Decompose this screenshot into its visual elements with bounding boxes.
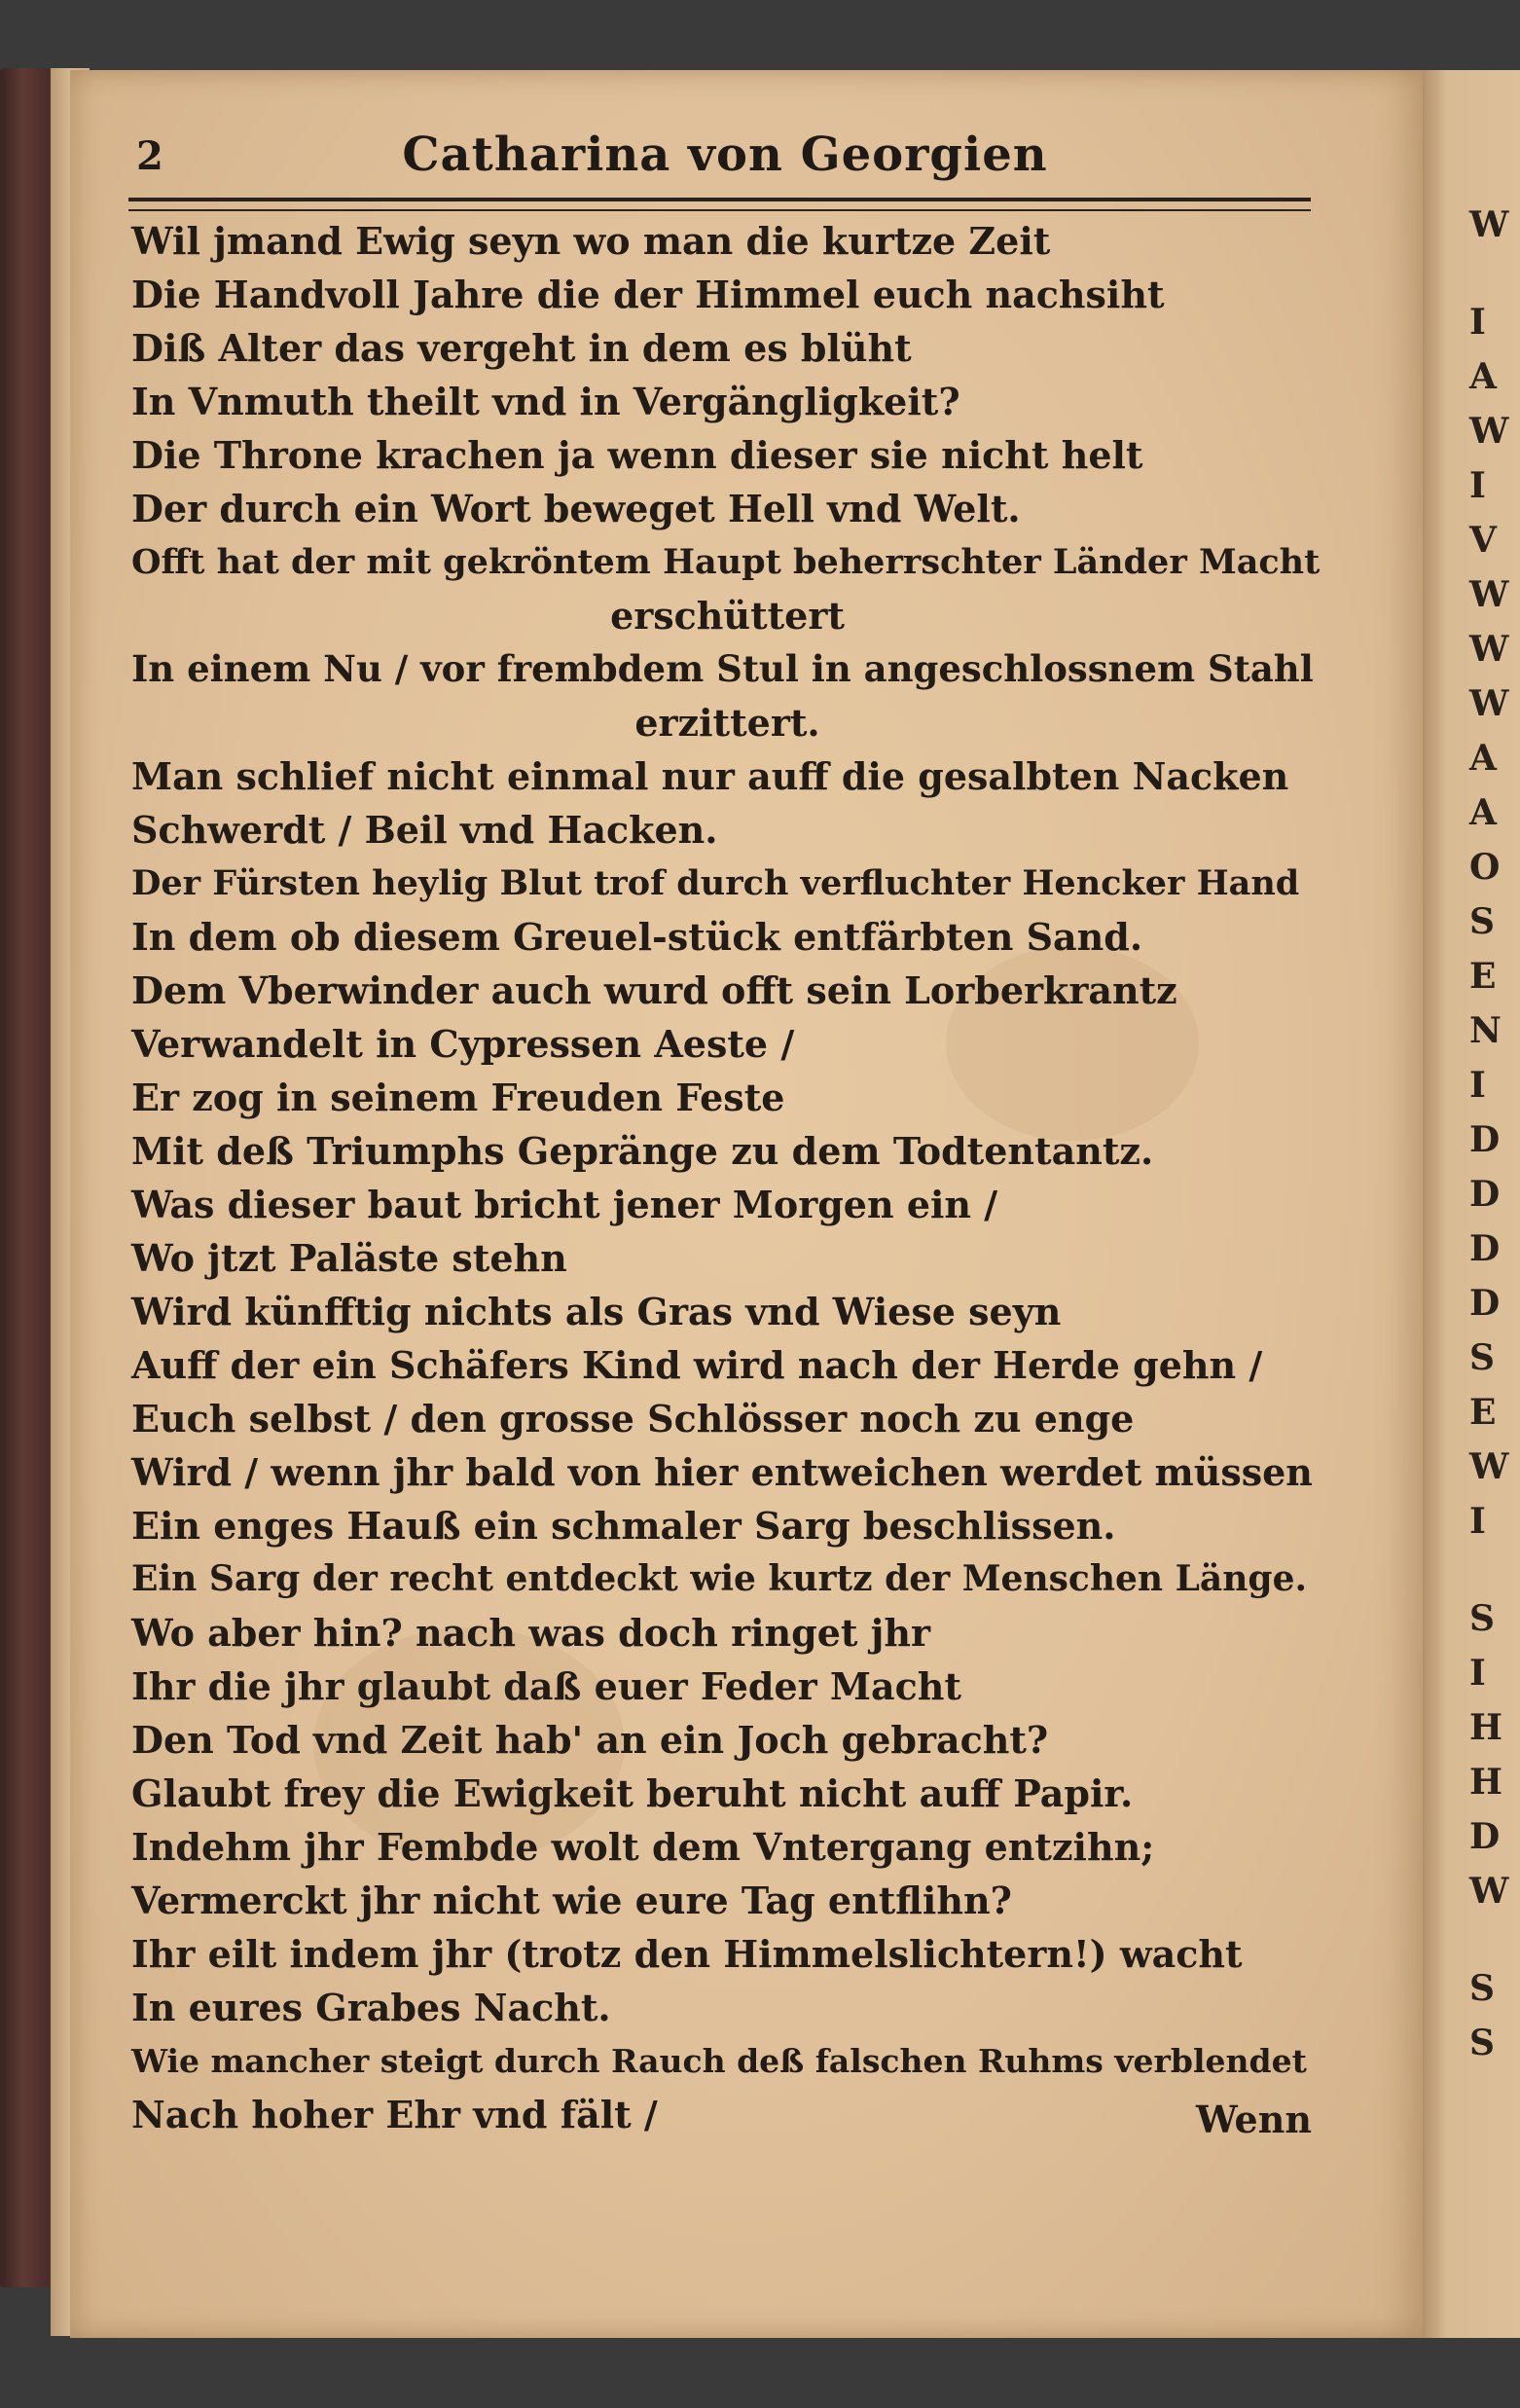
facing-page-fragment: D xyxy=(1469,1119,1501,1160)
verse-line-continuation: erschüttert xyxy=(610,594,845,638)
facing-page-fragment: W xyxy=(1469,1871,1509,1912)
verse-line-continuation: erzittert. xyxy=(634,701,820,745)
verse-line: Wo jtzt Paläste stehn xyxy=(131,1236,567,1280)
facing-page-fragment: E xyxy=(1469,956,1497,997)
facing-page-fragment: S xyxy=(1469,1337,1495,1378)
facing-page-fragment: H xyxy=(1469,1762,1503,1803)
facing-page-fragment: D xyxy=(1469,1228,1501,1269)
verse-line: Den Tod vnd Zeit hab' an ein Joch gebracht? xyxy=(131,1718,1049,1762)
facing-page-fragment: H xyxy=(1469,1707,1503,1748)
verse-line: Die Throne krachen ja wenn dieser sie nicht helt xyxy=(131,433,1143,477)
verse-line: Wil jmand Ewig seyn wo man die kurtze Zeit xyxy=(131,219,1051,263)
verse-line: In Vnmuth theilt vnd in Vergängligkeit? xyxy=(131,380,960,423)
verse-line: Glaubt frey die Ewigkeit beruht nicht auff Papir. xyxy=(131,1771,1134,1815)
facing-page-fragment: D xyxy=(1469,1174,1501,1215)
verse-line: Wird / wenn jhr bald von hier entweichen werdet müssen xyxy=(131,1450,1313,1494)
facing-page-fragment: S xyxy=(1469,1598,1495,1639)
facing-page-fragment: D xyxy=(1469,1283,1501,1324)
page-header xyxy=(127,122,1323,190)
facing-page-fragment: D xyxy=(1469,1816,1501,1857)
header-rule xyxy=(128,198,1311,211)
facing-page-fragment: I xyxy=(1469,1065,1486,1106)
verse-line: Ein Sarg der recht entdeckt wie kurtz der Menschen Länge. xyxy=(131,1558,1308,1599)
page-number: 2 xyxy=(136,133,163,179)
facing-page-fragment: N xyxy=(1469,1010,1502,1051)
verse-line: Was dieser baut bricht jener Morgen ein / xyxy=(131,1183,998,1226)
verse-line: Verwandelt in Cypressen Aeste / xyxy=(131,1022,795,1066)
verse-line: Offt hat der mit gekröntem Haupt beherrschter Länder Macht xyxy=(131,542,1321,582)
facing-page-fragment: W xyxy=(1469,1446,1509,1487)
verse-line: Wie mancher steigt durch Rauch deß falschen Ruhms verblendet xyxy=(131,2042,1307,2080)
facing-page-fragment: W xyxy=(1469,683,1509,724)
verse-line: Indehm jhr Fembde wolt dem Vntergang entzihn; xyxy=(131,1825,1155,1869)
verse-line: In eures Grabes Nacht. xyxy=(131,1986,611,2029)
verse-line: Mit deß Triumphs Gepränge zu dem Todtentantz. xyxy=(131,1129,1154,1173)
verse-line: Man schlief nicht einmal nur auff die gesalbten Nacken xyxy=(131,754,1289,798)
facing-page-fragment: I xyxy=(1469,1501,1486,1542)
facing-page-fragment: S xyxy=(1469,1968,1495,2009)
verse-line: In dem ob diesem Greuel-stück entfärbten Sand. xyxy=(131,915,1143,959)
verse-line: Dem Vberwinder auch wurd offt sein Lorberkrantz xyxy=(131,968,1177,1012)
facing-page-fragment: A xyxy=(1469,356,1497,397)
facing-page-fragment: A xyxy=(1469,738,1497,779)
verse-line: Ihr eilt indem jhr (trotz den Himmelslichtern!) wacht xyxy=(131,1932,1243,1976)
facing-page-fragment: W xyxy=(1469,629,1509,670)
facing-page-fragment: W xyxy=(1469,574,1509,615)
verse-line: Ihr die jhr glaubt daß euer Feder Macht xyxy=(131,1664,961,1708)
facing-page-fragment: I xyxy=(1469,465,1486,506)
facing-page-fragment: A xyxy=(1469,792,1497,833)
verse-line: Vermerckt jhr nicht wie eure Tag entflihn? xyxy=(131,1879,1012,1922)
catchword: Wenn xyxy=(1195,2098,1312,2141)
facing-page-fragment: S xyxy=(1469,901,1495,942)
verse-line: Wird künfftig nichts als Gras vnd Wiese seyn xyxy=(131,1290,1062,1333)
verse-line: Wo aber hin? nach was doch ringet jhr xyxy=(131,1611,931,1655)
verse-line: Ein enges Hauß ein schmaler Sarg beschlissen. xyxy=(131,1504,1116,1548)
verse-line: Schwerdt / Beil vnd Hacken. xyxy=(131,808,718,852)
running-title: Catharina von Georgien xyxy=(402,128,1048,182)
verse-text xyxy=(131,214,1323,2141)
verse-line: Euch selbst / den grosse Schlösser noch zu enge xyxy=(131,1397,1135,1441)
verse-line: In einem Nu / vor frembdem Stul in angeschlossnem Stahl xyxy=(131,647,1314,690)
verse-line: Diß Alter das vergeht in dem es blüht xyxy=(131,326,912,370)
facing-page-fragment: S xyxy=(1469,2023,1495,2063)
verse-line: Nach hoher Ehr vnd fält / xyxy=(131,2093,658,2136)
facing-page-fragment: I xyxy=(1469,302,1486,343)
facing-page-fragment: O xyxy=(1469,847,1501,888)
facing-page-fragment: W xyxy=(1469,411,1509,452)
verse-line: Er zog in seinem Freuden Feste xyxy=(131,1076,785,1119)
verse-line: Der Fürsten heylig Blut trof durch verfluchter Hencker Hand xyxy=(131,863,1300,903)
facing-page-fragment: V xyxy=(1469,520,1497,561)
verse-line: Die Handvoll Jahre die der Himmel euch nachsiht xyxy=(131,273,1165,316)
facing-page-fragment: I xyxy=(1469,1653,1486,1694)
facing-page-fragment: W xyxy=(1469,204,1509,245)
verse-line: Auff der ein Schäfers Kind wird nach der Herde gehn / xyxy=(131,1343,1263,1387)
verse-line: Der durch ein Wort beweget Hell vnd Welt. xyxy=(131,487,1021,530)
facing-page-fragment: E xyxy=(1469,1392,1497,1433)
